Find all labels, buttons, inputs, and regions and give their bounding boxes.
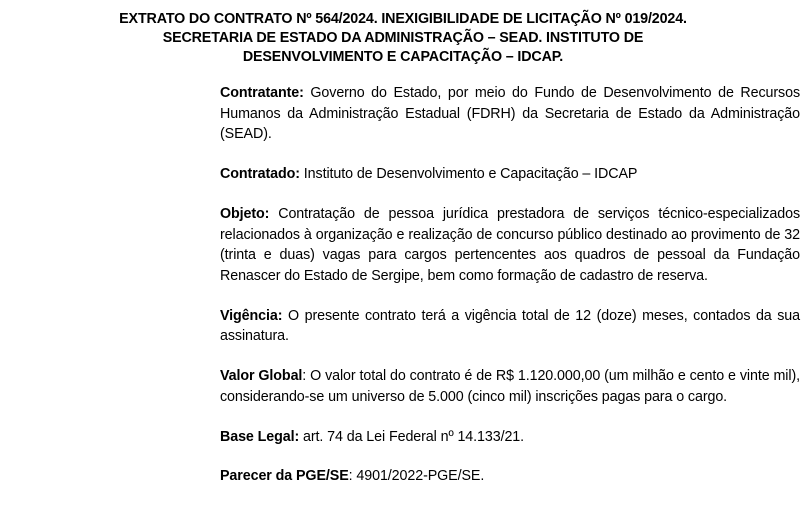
paragraph-vigencia	[220, 306, 800, 347]
paragraph-label: Parecer da PGE/SE	[220, 468, 349, 485]
paragraph-text: O presente contrato terá a vigência total de 12 (doze) meses, contados da sua assinatura.	[220, 307, 800, 345]
paragraph-text: Governo do Estado, por meio do Fundo de Desenvolvimento de Recursos Humanos da Administração Estadual (FDRH) da Secretaria de Estado da Administração (SEAD).	[220, 85, 800, 143]
paragraph-parecer-pge	[220, 466, 800, 487]
paragraph-label: Vigência:	[220, 307, 283, 324]
document-title-line-1: EXTRATO DO CONTRATO Nº 564/2024. INEXIGIBILIDADE DE LICITAÇÃO Nº 019/2024.	[119, 11, 687, 27]
paragraph-label: Base Legal:	[220, 428, 300, 445]
paragraph-contratante	[220, 83, 800, 145]
paragraph-text: art. 74 da Lei Federal nº 14.133/21.	[299, 428, 525, 445]
paragraph-base-legal	[220, 427, 800, 448]
paragraph-label: Contratante:	[220, 85, 304, 101]
paragraph-valor-global	[220, 366, 800, 407]
paragraph-label: Valor Global	[220, 368, 303, 385]
paragraph-text: : O valor total do contrato é de R$ 1.120.000,00 (um milhão e cento e vinte mil), considerando-se um universo de 5.000 (cinco mil) inscrições pagas para o cargo.	[220, 368, 800, 405]
document-title-line-2: SECRETARIA DE ESTADO DA ADMINISTRAÇÃO – SEAD. INSTITUTO DE	[162, 30, 644, 46]
document-title-line-3: DESENVOLVIMENTO E CAPACITAÇÃO – IDCAP.	[242, 49, 564, 65]
document-body	[220, 83, 800, 487]
paragraph-text: Instituto de Desenvolvimento e Capacitação – IDCAP	[299, 166, 638, 183]
document-title	[83, 10, 723, 67]
paragraph-objeto	[220, 204, 800, 287]
paragraph-label: Objeto:	[220, 205, 270, 222]
paragraph-text: : 4901/2022-PGE/SE.	[348, 468, 485, 485]
paragraph-text: Contratação de pessoa jurídica prestadora de serviços técnico-especializados relacionados à organização e realização de concurso público destinado ao provimento de 32 (trinta e duas) vagas para cargos pertencentes aos quadros de pessoal da Fundação Renascer do Estado de Sergipe, bem como formação de cadastro de reserva.	[220, 205, 800, 285]
paragraph-label: Contratado:	[220, 166, 300, 183]
paragraph-contratado	[220, 164, 800, 185]
